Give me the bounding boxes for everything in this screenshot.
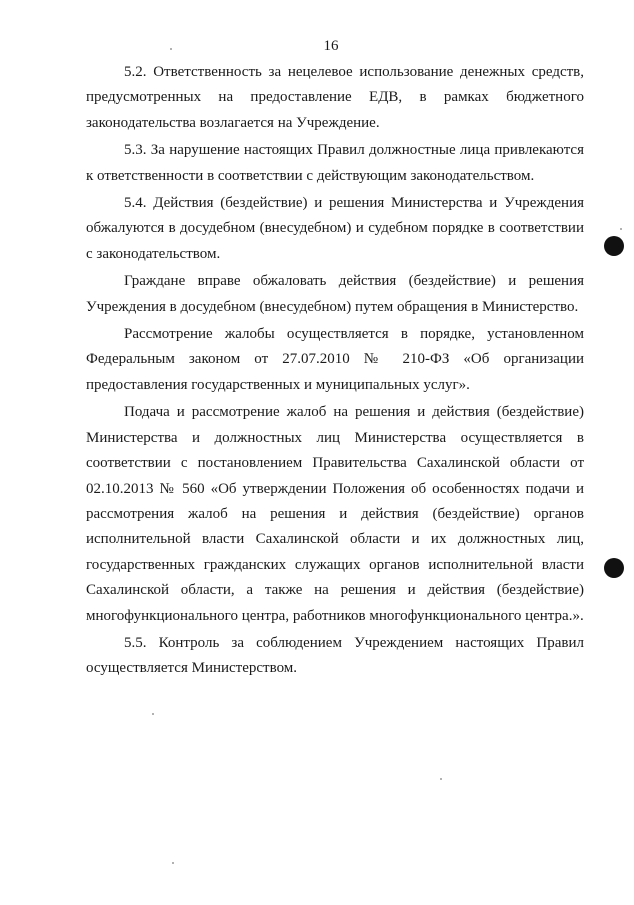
- paragraph-5-3: 5.3. За нарушение настоящих Правил должностные лица привлекаются к ответственности в соответствии с действующим законодательством.: [86, 142, 584, 184]
- page-number: 16: [323, 38, 339, 54]
- scan-speck: [170, 48, 172, 50]
- paragraph-5-5: 5.5. Контроль за соблюдением Учреждением настоящих Правил осуществляется Министерством.: [86, 634, 584, 677]
- paragraph-5-4: 5.4. Действия (бездействие) и решения Министерства и Учреждения обжалуются в досудебном (внесудебном) и судебном порядке в соответствии с законодательством.: [86, 195, 584, 262]
- scan-speck: [152, 713, 154, 715]
- hole-punch-mark: [604, 236, 624, 256]
- paragraph-complaint-submission: Подача и рассмотрение жалоб на решения и действия (бездействие) Министерства и должностных лиц Министерства осуществляется в соответствии с постановлением Правительства Сахалинской области от 02.10.2013 № 560 «Об утверждении Положения об особенностях подачи и рассмотрения жалоб на решения и действия (бездействие) органов исполнительной власти Сахалинской области и их должностных лиц, государственных гражданских служащих органов исполнительной власти Сахалинской области, а также на решения и действия (бездействие) многофункционального центра, работников многофункционального центра.».: [86, 404, 584, 624]
- hole-punch-mark: [604, 558, 624, 578]
- scan-speck: [172, 862, 174, 864]
- scan-speck: [440, 778, 442, 780]
- scan-speck: [620, 228, 622, 230]
- paragraph-complaint-review: Рассмотрение жалобы осуществляется в порядке, установленном Федеральным законом от 27.07.2010 № 210-ФЗ «Об организации предоставления государственных и муниципальных услуг».: [86, 326, 584, 393]
- paragraph-5-2: 5.2. Ответственность за нецелевое использование денежных средств, предусмотренных на предоставление ЕДВ, в рамках бюджетного законодательства возлагается на Учреждение.: [86, 64, 584, 131]
- document-body: [86, 60, 584, 682]
- paragraph-citizens-appeal: Граждане вправе обжаловать действия (бездействие) и решения Учреждения в досудебном (внесудебном) путем обращения в Министерство.: [86, 273, 584, 315]
